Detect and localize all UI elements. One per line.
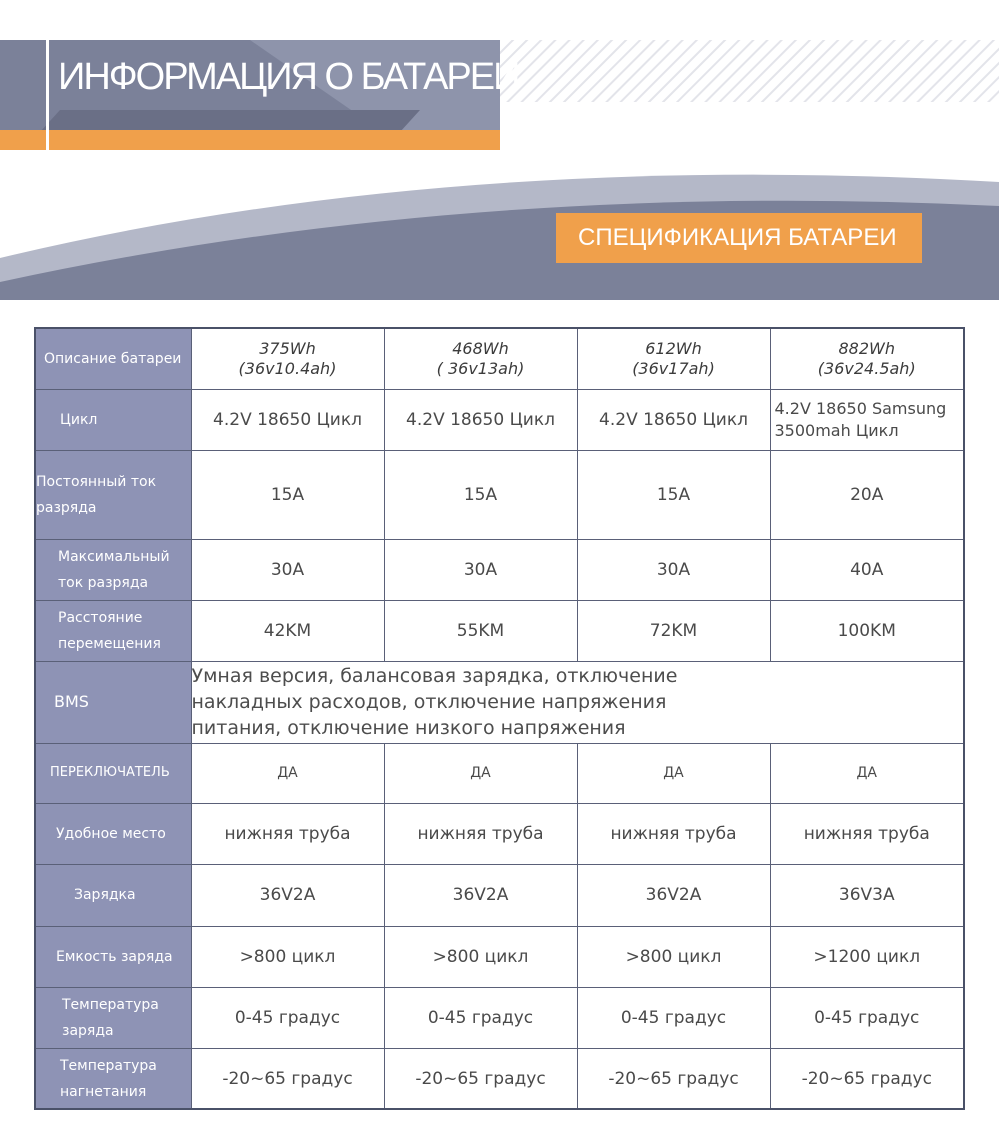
section-title: СПЕЦИФИКАЦИЯ БАТАРЕИ: [556, 213, 922, 263]
table-cell: ДА: [770, 743, 964, 803]
table-cell: 0-45 градус: [770, 987, 964, 1048]
column-header: 882Wh (36v24.5ah): [770, 328, 964, 389]
row-label: Цикл: [35, 389, 191, 450]
table-row: [35, 743, 964, 803]
table-cell: 55KM: [384, 600, 577, 661]
table-cell: 15A: [577, 451, 770, 539]
page-title: ИНФОРМАЦИЯ О БАТАРЕИ: [58, 56, 519, 98]
table-cell: 4.2V 18650 Цикл: [577, 389, 770, 450]
table-row: [35, 1049, 964, 1109]
table-row-cycle: [35, 389, 964, 450]
corner-label: Описание батареи: [35, 328, 191, 389]
table-cell: 42KM: [191, 600, 384, 661]
table-cell: >800 цикл: [191, 926, 384, 987]
table-cell: 4.2V 18650 Цикл: [384, 389, 577, 450]
table-cell: 36V2A: [384, 865, 577, 926]
row-label: Постоянный ток разряда: [35, 451, 191, 539]
table-row-bms: [35, 662, 964, 743]
table-cell: 36V2A: [191, 865, 384, 926]
row-label: Максимальный ток разряда: [35, 539, 191, 600]
table-cell: 0-45 градус: [384, 987, 577, 1048]
table-cell: -20~65 градус: [577, 1049, 770, 1109]
table-cell: 4.2V 18650 Samsung 3500mah Цикл: [770, 389, 964, 450]
table-cell: 30A: [577, 539, 770, 600]
table-cell: нижняя труба: [191, 803, 384, 864]
table-cell: нижняя труба: [384, 803, 577, 864]
table-cell: ДА: [577, 743, 770, 803]
table-cell: 0-45 градус: [191, 987, 384, 1048]
battery-spec-table: [34, 327, 965, 1110]
table-cell: 20A: [770, 451, 964, 539]
row-label: BMS: [35, 662, 191, 743]
table-row: [35, 865, 964, 926]
table-cell: нижняя труба: [770, 803, 964, 864]
table-cell: ДА: [384, 743, 577, 803]
bms-description: Умная версия, балансовая зарядка, отключение накладных расходов, отключение напряжения питания, отключение низкого напряжения: [191, 662, 964, 743]
table-cell: 0-45 градус: [577, 987, 770, 1048]
row-label: Емкость заряда: [35, 926, 191, 987]
table-cell: 40A: [770, 539, 964, 600]
table-cell: 15A: [384, 451, 577, 539]
table-cell: 30A: [191, 539, 384, 600]
table-row: [35, 987, 964, 1048]
table-cell: >800 цикл: [384, 926, 577, 987]
table-cell: 100KM: [770, 600, 964, 661]
table-row: [35, 539, 964, 600]
header-banner: [0, 0, 999, 300]
table-row: [35, 803, 964, 864]
row-label: Удобное место: [35, 803, 191, 864]
column-header: 468Wh ( 36v13ah): [384, 328, 577, 389]
table-row: [35, 451, 964, 539]
row-label: Температура заряда: [35, 987, 191, 1048]
table-cell: >800 цикл: [577, 926, 770, 987]
table-cell: 36V3A: [770, 865, 964, 926]
table-cell: -20~65 градус: [384, 1049, 577, 1109]
row-label: Температура нагнетания: [35, 1049, 191, 1109]
table-row: [35, 926, 964, 987]
row-label: ПЕРЕКЛЮЧАТЕЛЬ: [35, 743, 191, 803]
row-label: Расстояние перемещения: [35, 600, 191, 661]
column-header: 375Wh (36v10.4ah): [191, 328, 384, 389]
table-cell: 30A: [384, 539, 577, 600]
table-cell: -20~65 градус: [191, 1049, 384, 1109]
table-cell: 72KM: [577, 600, 770, 661]
table-cell: >1200 цикл: [770, 926, 964, 987]
table-cell: 36V2A: [577, 865, 770, 926]
table-cell: нижняя труба: [577, 803, 770, 864]
table-row: [35, 600, 964, 661]
table-cell: ДА: [191, 743, 384, 803]
table-cell: -20~65 градус: [770, 1049, 964, 1109]
row-label: Зарядка: [35, 865, 191, 926]
table-header-row: [35, 328, 964, 389]
column-header: 612Wh (36v17ah): [577, 328, 770, 389]
table-cell: 4.2V 18650 Цикл: [191, 389, 384, 450]
table-cell: 15A: [191, 451, 384, 539]
